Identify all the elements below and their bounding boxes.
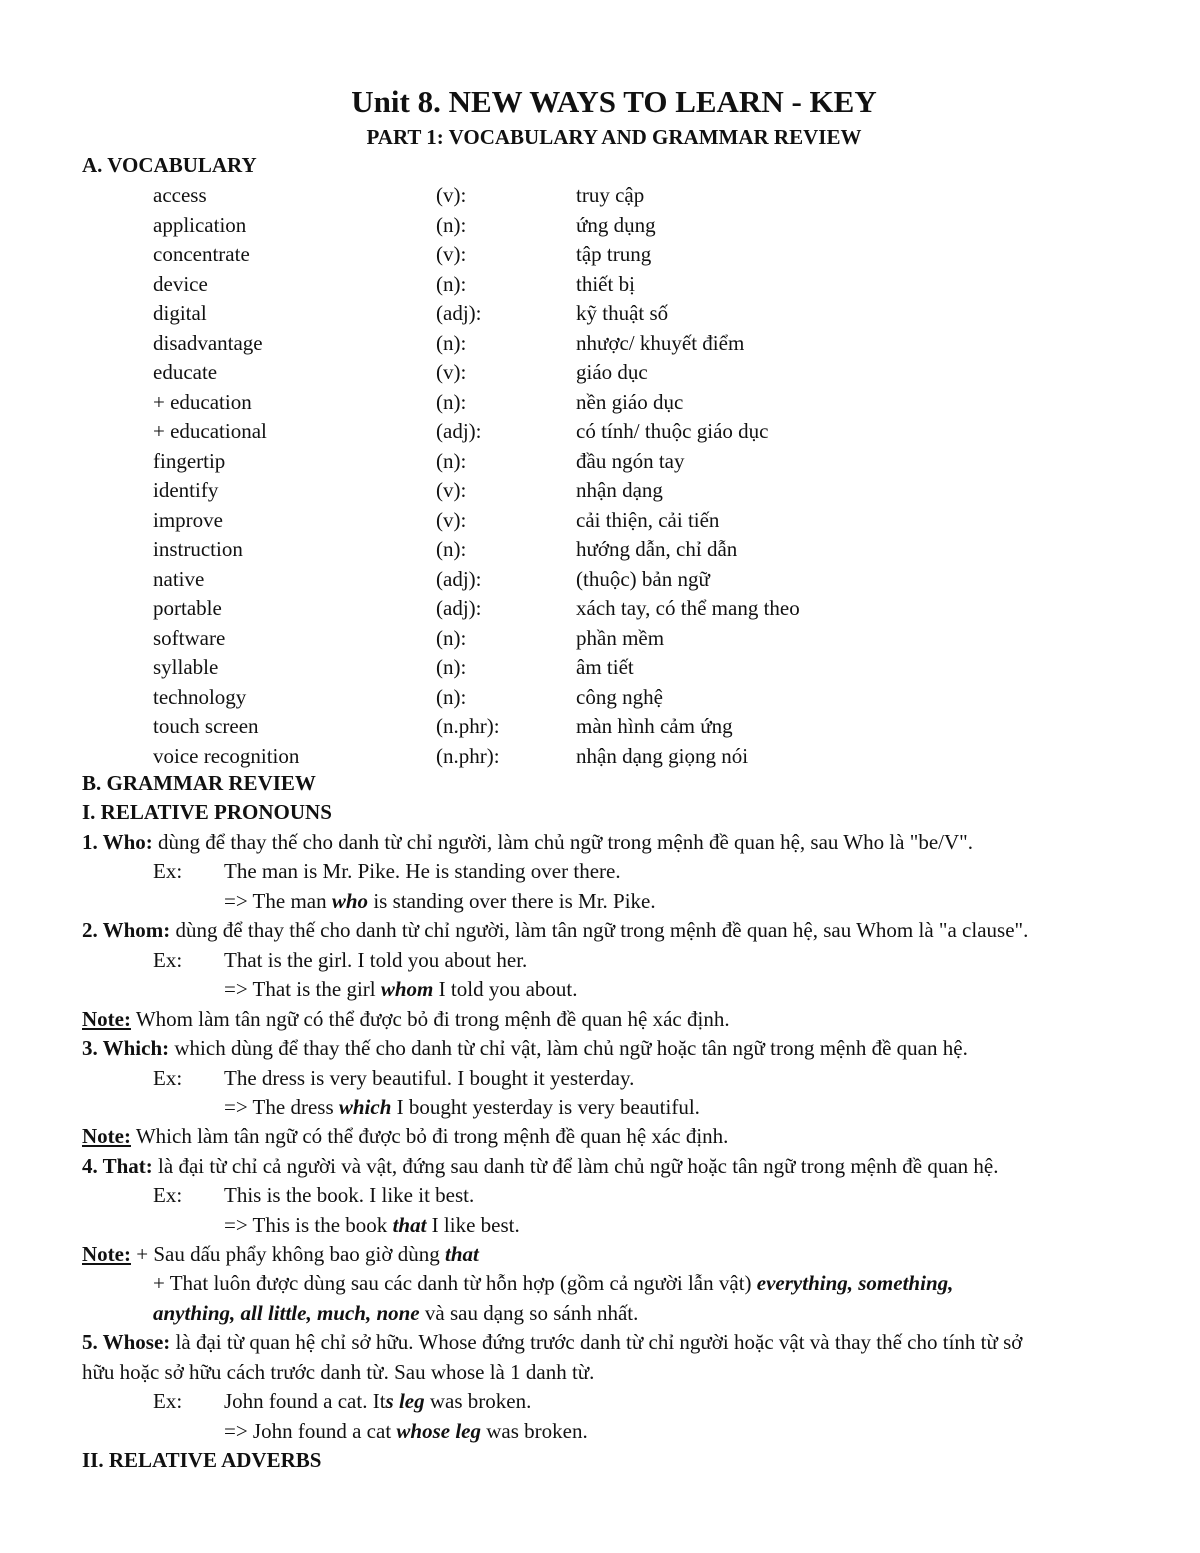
vocab-part-of-speech: (adj):	[436, 596, 482, 620]
result-text: => The man	[224, 889, 332, 913]
that-desc: là đại từ chỉ cả người và vật, đứng sau danh từ để làm chủ ngữ hoặc tân ngữ trong mệnh đề quan hệ.	[152, 1154, 999, 1178]
vocab-word: software	[153, 625, 226, 650]
vocab-word: fingertip	[153, 448, 226, 473]
who-rule	[82, 828, 973, 858]
vocab-row	[0, 240, 1200, 270]
whom-rule	[82, 916, 1028, 946]
vocab-word: disadvantage	[153, 330, 263, 355]
ex-label: Ex:	[153, 859, 183, 883]
vocab-meaning: đầu ngón tay	[576, 448, 685, 473]
whose-desc: là đại từ quan hệ chỉ sở hữu. Whose đứng trước danh từ chỉ người hoặc vật và thay thế cho tính từ sở	[170, 1330, 1023, 1354]
vocab-meaning: màn hình cảm ứng	[576, 714, 733, 738]
that-result	[224, 1211, 520, 1241]
whom-label: 2. Whom:	[82, 918, 171, 942]
vocab-part-of-speech: (v):	[436, 507, 467, 532]
vocab-word: access	[153, 183, 207, 207]
vocab-row	[0, 388, 1200, 418]
example-text: John found a cat. It	[224, 1389, 386, 1413]
who-label: 1. Who:	[82, 830, 153, 854]
vocab-row	[0, 535, 1200, 565]
vocab-meaning: ứng dụng	[576, 212, 656, 237]
that-note-line-1	[82, 1240, 479, 1270]
vocab-word: portable	[153, 596, 222, 620]
whom-note	[82, 1005, 730, 1035]
vocab-word: concentrate	[153, 242, 250, 266]
vocab-meaning: hướng dẫn, chỉ dẫn	[576, 537, 738, 561]
example-keyword: s leg	[385, 1389, 425, 1413]
which-desc: which dùng để thay thế cho danh từ chỉ vật, làm chủ ngữ hoặc tân ngữ trong mệnh đề quan hệ.	[169, 1036, 968, 1060]
vocab-row	[0, 358, 1200, 388]
vocab-word: voice recognition	[153, 743, 300, 768]
whose-rule-line-2: hữu hoặc sở hữu cách trước danh từ. Sau whose là 1 danh từ.	[82, 1360, 595, 1384]
vocab-part-of-speech: (adj):	[436, 301, 482, 325]
note-label: Note:	[82, 1242, 131, 1266]
vocab-meaning: phần mềm	[576, 625, 665, 650]
result-keyword: who	[331, 889, 369, 913]
whose-example-text	[224, 1387, 531, 1417]
note-keyword: that	[444, 1242, 479, 1266]
result-keyword: whose leg	[396, 1419, 481, 1443]
vocab-meaning: nhược/ khuyết điểm	[576, 330, 745, 355]
whom-example-label: Ex:	[153, 948, 183, 972]
vocab-part-of-speech: (v):	[436, 360, 467, 384]
vocab-word: instruction	[153, 537, 243, 561]
vocab-meaning: công nghệ	[576, 684, 663, 709]
vocab-word: syllable	[153, 655, 219, 679]
that-example-text: This is the book. I like it best.	[224, 1183, 475, 1207]
vocab-row	[0, 506, 1200, 536]
vocab-part-of-speech: (v):	[436, 183, 467, 207]
result-keyword: that	[392, 1213, 427, 1237]
note-label: Note:	[82, 1007, 131, 1031]
vocab-part-of-speech: (n):	[436, 271, 467, 296]
vocab-row	[0, 181, 1200, 211]
vocab-meaning: âm tiết	[576, 655, 634, 679]
vocab-meaning: tập trung	[576, 242, 652, 266]
vocab-word: application	[153, 212, 247, 237]
note-text: + That luôn được dùng sau các danh từ hỗn hợp (gồm cả người lẫn vật)	[153, 1271, 757, 1295]
relative-pronouns-heading: I. RELATIVE PRONOUNS	[82, 800, 332, 824]
result-text: is standing over there is Mr. Pike.	[368, 889, 656, 913]
vocab-word: + education	[153, 389, 252, 414]
vocab-word: native	[153, 566, 205, 591]
result-text: I told you about.	[433, 977, 578, 1001]
vocab-meaning: cải thiện, cải tiến	[576, 507, 720, 532]
vocab-part-of-speech: (n):	[436, 389, 467, 414]
vocab-meaning: kỹ thuật số	[576, 301, 669, 325]
vocab-row	[0, 624, 1200, 654]
which-rule	[82, 1034, 968, 1064]
vocab-part-of-speech: (n):	[436, 330, 467, 355]
result-text: => This is the book	[224, 1213, 393, 1237]
vocab-meaning: thiết bị	[576, 271, 635, 296]
whose-result	[224, 1417, 588, 1447]
section-vocabulary-heading: A. VOCABULARY	[82, 153, 257, 177]
page-subtitle: PART 1: VOCABULARY AND GRAMMAR REVIEW	[366, 125, 862, 149]
that-label: 4. That:	[82, 1154, 153, 1178]
vocab-row	[0, 299, 1200, 329]
page-title: Unit 8. NEW WAYS TO LEARN - KEY	[351, 84, 877, 119]
vocab-word: technology	[153, 684, 247, 709]
whose-label: 5. Whose:	[82, 1330, 171, 1354]
vocab-row	[0, 594, 1200, 624]
vocab-word: device	[153, 271, 208, 296]
vocab-row	[0, 565, 1200, 595]
which-result	[224, 1093, 700, 1123]
result-keyword: whom	[380, 977, 434, 1001]
vocab-word: touch screen	[153, 714, 259, 738]
who-example-text: The man is Mr. Pike. He is standing over there.	[224, 859, 621, 883]
note-text: và sau dạng so sánh nhất.	[419, 1301, 639, 1325]
who-example	[153, 857, 182, 887]
result-text: was broken.	[481, 1419, 588, 1443]
vocab-part-of-speech: (n):	[436, 448, 467, 473]
vocab-part-of-speech: (n):	[436, 655, 467, 679]
vocab-row	[0, 712, 1200, 742]
who-desc: dùng để thay thế cho danh từ chỉ người, làm chủ ngữ trong mệnh đề quan hệ, sau Who là "be/V".	[152, 830, 973, 854]
vocab-row	[0, 742, 1200, 772]
vocab-row	[0, 211, 1200, 241]
vocab-row	[0, 329, 1200, 359]
note-keyword: anything, all little, much, none	[153, 1301, 420, 1325]
vocab-part-of-speech: (n):	[436, 212, 467, 237]
vocab-row	[0, 417, 1200, 447]
result-keyword: which	[338, 1095, 392, 1119]
vocab-meaning: nền giáo dục	[576, 389, 684, 414]
vocab-meaning: (thuộc) bản ngữ	[576, 566, 710, 591]
who-result	[224, 887, 656, 917]
vocab-part-of-speech: (n):	[436, 625, 467, 650]
relative-adverbs-heading: II. RELATIVE ADVERBS	[82, 1448, 322, 1472]
vocab-meaning: nhận dạng	[576, 478, 663, 502]
that-example-label: Ex:	[153, 1183, 183, 1207]
vocab-word: digital	[153, 301, 207, 325]
vocab-row	[0, 270, 1200, 300]
whom-desc: dùng để thay thế cho danh từ chỉ người, làm tân ngữ trong mệnh đề quan hệ, sau Whom là "a clause".	[170, 918, 1029, 942]
vocab-part-of-speech: (n):	[436, 684, 467, 709]
which-example-label: Ex:	[153, 1066, 183, 1090]
vocab-part-of-speech: (adj):	[436, 419, 482, 443]
which-label: 3. Which:	[82, 1036, 170, 1060]
whom-result	[224, 975, 577, 1005]
vocabulary-list	[0, 181, 1200, 771]
result-text: I bought yesterday is very beautiful.	[391, 1095, 700, 1119]
vocab-row	[0, 683, 1200, 713]
vocab-row	[0, 447, 1200, 477]
vocab-row	[0, 476, 1200, 506]
vocab-row	[0, 653, 1200, 683]
that-note-line-2	[153, 1269, 953, 1299]
vocab-word: identify	[153, 478, 219, 502]
which-note	[82, 1122, 728, 1152]
that-note-line-3	[153, 1299, 638, 1329]
vocab-part-of-speech: (n.phr):	[436, 743, 500, 768]
whom-example-text: That is the girl. I told you about her.	[224, 948, 528, 972]
vocab-meaning: giáo dục	[576, 360, 648, 384]
whose-example-label: Ex:	[153, 1389, 183, 1413]
vocab-word: + educational	[153, 419, 267, 443]
result-text: => The dress	[224, 1095, 339, 1119]
vocab-meaning: có tính/ thuộc giáo dục	[576, 419, 769, 443]
vocab-meaning: nhận dạng giọng nói	[576, 743, 749, 768]
vocab-meaning: xách tay, có thể mang theo	[576, 596, 800, 620]
note-label: Note:	[82, 1124, 131, 1148]
vocab-part-of-speech: (v):	[436, 478, 467, 502]
whose-rule-line-1	[82, 1328, 1022, 1358]
vocab-part-of-speech: (v):	[436, 242, 467, 266]
vocab-word: improve	[153, 507, 223, 532]
vocab-meaning: truy cập	[576, 183, 645, 207]
result-text: => John found a cat	[224, 1419, 397, 1443]
section-grammar-heading: B. GRAMMAR REVIEW	[82, 771, 316, 795]
note-text: + Sau dấu phẩy không bao giờ dùng	[130, 1242, 445, 1266]
note-text: Whom làm tân ngữ có thể được bỏ đi trong mệnh đề quan hệ xác định.	[130, 1007, 730, 1031]
vocab-part-of-speech: (adj):	[436, 566, 482, 591]
vocab-part-of-speech: (n):	[436, 537, 467, 561]
vocab-part-of-speech: (n.phr):	[436, 714, 500, 738]
result-text: I like best.	[426, 1213, 520, 1237]
that-rule	[82, 1152, 998, 1182]
note-text: Which làm tân ngữ có thể được bỏ đi trong mệnh đề quan hệ xác định.	[130, 1124, 729, 1148]
vocab-word: educate	[153, 360, 218, 384]
which-example-text: The dress is very beautiful. I bought it yesterday.	[224, 1066, 635, 1090]
example-text: was broken.	[424, 1389, 532, 1413]
result-text: => That is the girl	[224, 977, 381, 1001]
note-keyword: everything, something,	[756, 1271, 954, 1295]
